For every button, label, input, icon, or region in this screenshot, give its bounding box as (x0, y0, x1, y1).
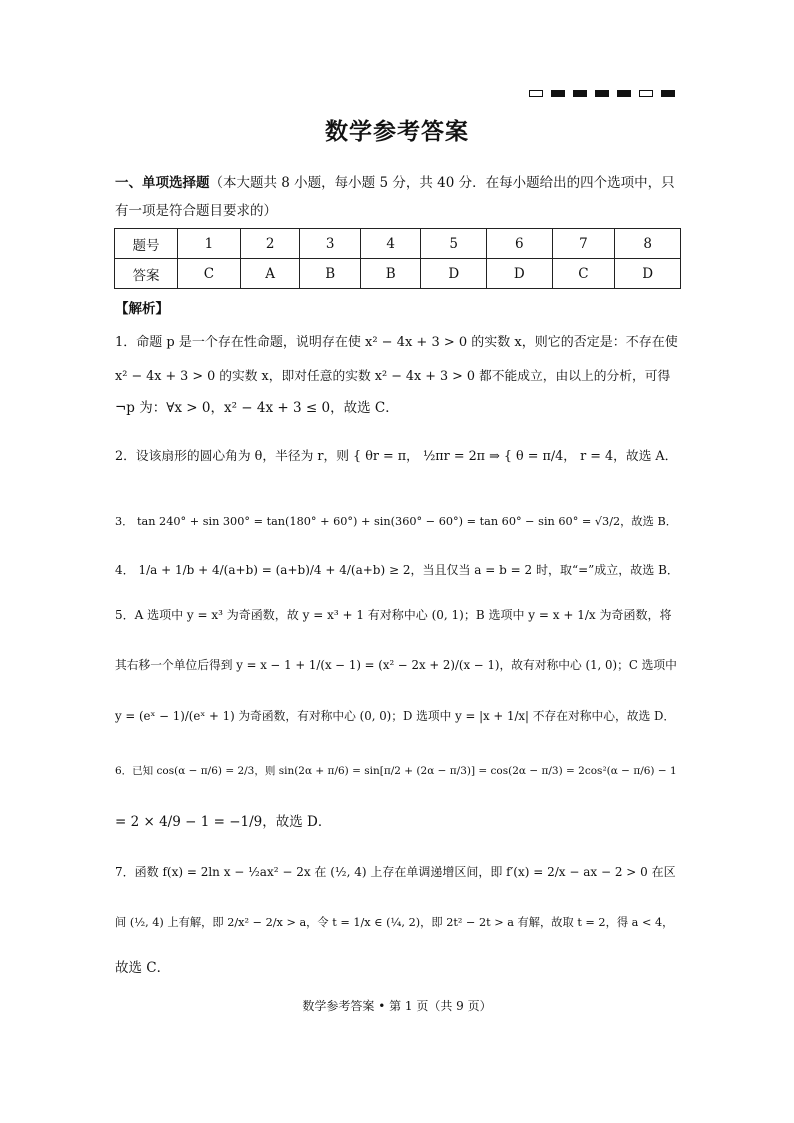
q1-line3: ¬p 为：∀x > 0，x² − 4x + 3 ≤ 0，故选 C． (115, 400, 399, 416)
q6-line1: 6．已知 cos(α − π/6) = 2/3，则 sin(2α + π/6) = sin[π/2 + (2α − π/3)] = cos(2α − π/3) = 2cos²(α − π/6) − 1 (115, 765, 677, 777)
q7-line3: 故选 C． (115, 960, 171, 976)
table-row-answers (115, 259, 681, 289)
answer-table (114, 228, 681, 289)
table-cell: 8 (615, 229, 681, 259)
table-cell: A (240, 259, 300, 289)
section1-line1 (115, 173, 680, 193)
section1-desc-line2: 有一项是符合题目要求的） (115, 203, 277, 219)
filled-mark (595, 90, 609, 97)
filled-mark (661, 90, 675, 97)
q7-line1: 7．函数 f(x) = 2ln x − ½ax² − 2x 在 (½, 4) 上存在单调递增区间，即 f′(x) = 2/x − ax − 2 > 0 在区 (115, 865, 676, 879)
q5-line2: 其右移一个单位后得到 y = x − 1 + 1/(x − 1) = (x² − 2x + 2)/(x − 1)，故有对称中心 (1, 0)；C 选项中 (115, 658, 677, 672)
table-row-numbers (115, 229, 681, 259)
table-cell: C (178, 259, 241, 289)
filled-mark (551, 90, 565, 97)
table-cell: 7 (552, 229, 615, 259)
table-cell: D (615, 259, 681, 289)
page-footer: 数学参考答案 • 第 1 页（共 9 页） (302, 999, 492, 1013)
q5-line3: y = (eˣ − 1)/(eˣ + 1) 为奇函数，有对称中心 (0, 0)；D 选项中 y = |x + 1/x| 不存在对称中心，故选 D． (115, 709, 676, 723)
row-label-answer: 答案 (115, 259, 178, 289)
table-cell: 2 (240, 229, 300, 259)
section1-desc: （本大题共 8 小题，每小题 5 分，共 40 分．在每小题给出的四个选项中，只 (209, 175, 675, 191)
table-cell: D (487, 259, 553, 289)
empty-mark (639, 90, 653, 97)
table-cell: C (552, 259, 615, 289)
header-marks (529, 90, 675, 97)
analysis-heading: 【解析】 (115, 301, 169, 317)
page-title: 数学参考答案 (325, 118, 469, 145)
table-cell: 1 (178, 229, 241, 259)
empty-mark (529, 90, 543, 97)
table-cell: 4 (360, 229, 421, 259)
filled-mark (573, 90, 587, 97)
q3-line1: 3． tan 240° + sin 300° = tan(180° + 60°) + sin(360° − 60°) = tan 60° − sin 60° = √3/2，故选 B． (115, 515, 678, 528)
section1-heading: 一、单项选择题 (115, 175, 210, 191)
q5-line1: 5．A 选项中 y = x³ 为奇函数，故 y = x³ + 1 有对称中心 (0, 1)；B 选项中 y = x + 1/x 为奇函数，将 (115, 608, 672, 622)
table-cell: 5 (421, 229, 487, 259)
q6-line2: = 2 × 4/9 − 1 = −1/9，故选 D． (115, 814, 332, 830)
table-cell: 3 (300, 229, 361, 259)
q1-line1: 1．命题 p 是一个存在性命题，说明存在使 x² − 4x + 3 > 0 的实数 x，则它的否定是：不存在使 (115, 335, 678, 350)
q1-line2: x² − 4x + 3 > 0 的实数 x，即对任意的实数 x² − 4x + 3 > 0 都不能成立，由以上的分析，可得 (115, 369, 671, 384)
table-cell: B (300, 259, 361, 289)
filled-mark (617, 90, 631, 97)
table-cell: 6 (487, 229, 553, 259)
row-label-number: 题号 (115, 229, 178, 259)
q7-line2: 间 (½, 4) 上有解，即 2/x² − 2/x > a，令 t = 1/x ∈ (¼, 2)，即 2t² − 2t > a 有解，故取 t = 2，得 a < 4， (115, 916, 674, 929)
table-cell: B (360, 259, 421, 289)
table-cell: D (421, 259, 487, 289)
q2-line1: 2．设该扇形的圆心角为 θ，半径为 r，则 { θr = π， ½πr = 2π ⇒ { θ = π/4， r = 4，故选 A． (115, 449, 678, 464)
q4-line1: 4． 1/a + 1/b + 4/(a+b) = (a+b)/4 + 4/(a+b) ≥ 2，当且仅当 a = b = 2 时，取“=”成立，故选 B． (115, 563, 679, 577)
